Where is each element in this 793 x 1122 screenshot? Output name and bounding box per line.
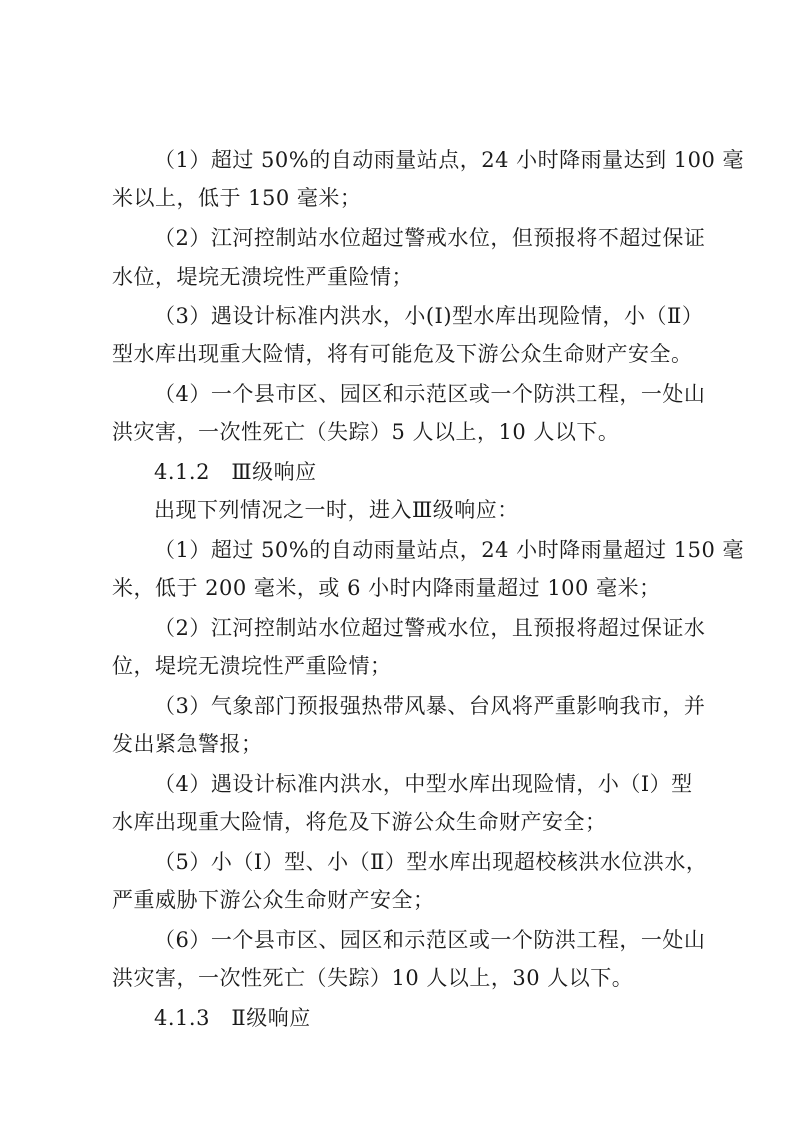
text-line: 出现下列情况之一时，进入Ⅲ级响应： (154, 498, 519, 522)
text-line: 型水库出现重大险情，将有可能危及下游公众生命财产安全。 (112, 342, 693, 366)
text-line: 米以上，低于 150 毫米； (112, 186, 362, 210)
text-line: （2）江河控制站水位超过警戒水位，但预报将不超过保证 (154, 226, 706, 250)
text-line: 水位，堤垸无溃垸性严重险情； (112, 265, 413, 289)
text-line: 洪灾害，一次性死亡（失踪）10 人以上，30 人以下。 (112, 966, 634, 990)
text-line: 发出紧急警报； (112, 732, 263, 756)
text-line: （1）超过 50%的自动雨量站点，24 小时降雨量达到 100 毫 (154, 148, 745, 172)
text-line: 米，低于 200 毫米，或 6 小时内降雨量超过 100 毫米； (112, 576, 661, 600)
text-line: （4）一个县市区、园区和示范区或一个防洪工程，一处山 (154, 382, 706, 406)
text-line: 位，堤垸无溃垸性严重险情； (112, 654, 392, 678)
text-line: （5）小（Ⅰ）型、小（Ⅱ）型水库出现超校核洪水位洪水， (154, 850, 708, 874)
text-line: （3）遇设计标准内洪水，小(Ⅰ)型水库出现险情，小（Ⅱ） (154, 304, 704, 328)
text-line: 水库出现重大险情，将危及下游公众生命财产安全； (112, 810, 607, 834)
text-line: （4）遇设计标准内洪水，中型水库出现险情，小（Ⅰ）型 (154, 772, 693, 796)
text-line: （1）超过 50%的自动雨量站点，24 小时降雨量超过 150 毫 (154, 538, 745, 562)
text-line: （6）一个县市区、园区和示范区或一个防洪工程，一处山 (154, 928, 706, 952)
text-line: （2）江河控制站水位超过警戒水位，且预报将超过保证水 (154, 616, 706, 640)
text-line: 洪灾害，一次性死亡（失踪）5 人以上，10 人以下。 (112, 420, 620, 444)
text-line: 严重威胁下游公众生命财产安全； (112, 888, 435, 912)
text-line: （3）气象部门预报强热带风暴、台风将严重影响我市，并 (154, 694, 706, 718)
section-heading: 4.1.3 Ⅱ级响应 (154, 1006, 311, 1030)
section-heading: 4.1.2 Ⅲ级响应 (154, 460, 317, 484)
